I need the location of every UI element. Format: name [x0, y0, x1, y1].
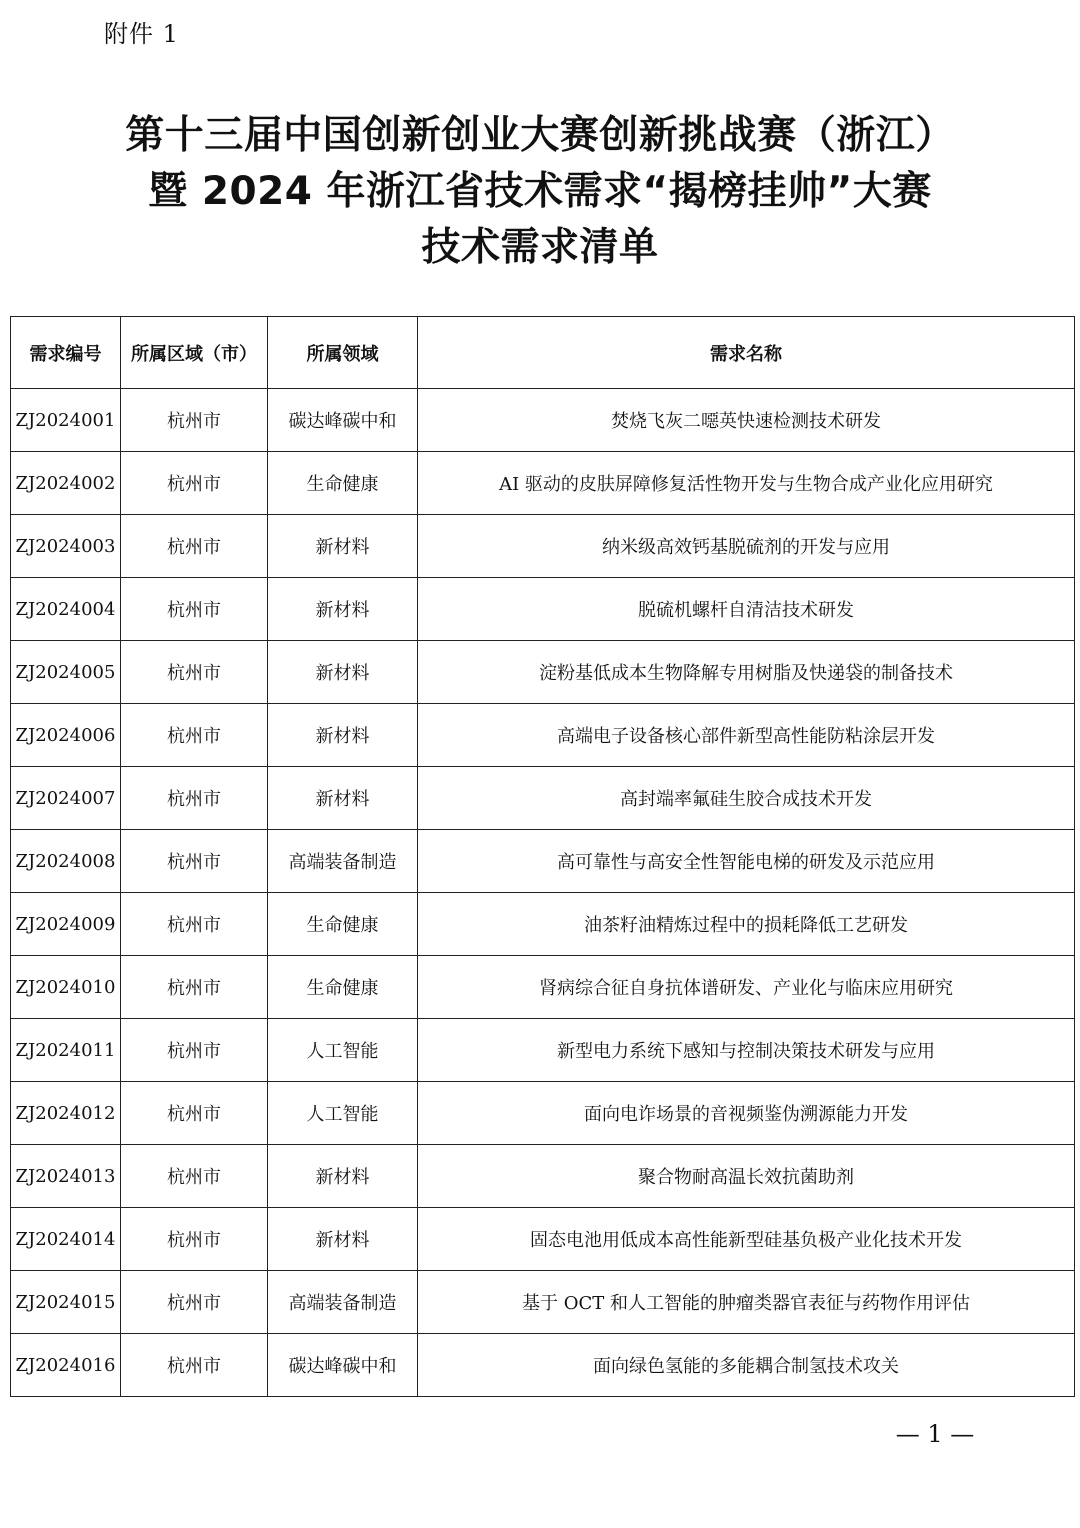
- cell-id: ZJ2024006: [11, 704, 121, 767]
- header-region: 所属区域（市）: [121, 317, 268, 389]
- cell-field: 生命健康: [268, 452, 418, 515]
- attachment-label: 附件 1: [104, 20, 179, 48]
- cell-field: 高端装备制造: [268, 1271, 418, 1334]
- table-body: [11, 389, 1075, 1397]
- header-field: 所属领域: [268, 317, 418, 389]
- cell-id: ZJ2024012: [11, 1082, 121, 1145]
- table-row: [11, 1019, 1075, 1082]
- cell-field: 新材料: [268, 767, 418, 830]
- table-row: [11, 1334, 1075, 1397]
- table-row: [11, 1271, 1075, 1334]
- cell-name: 基于 OCT 和人工智能的肿瘤类器官表征与药物作用评估: [418, 1271, 1075, 1334]
- document-title: [0, 108, 1080, 276]
- cell-id: ZJ2024011: [11, 1019, 121, 1082]
- cell-region: 杭州市: [121, 515, 268, 578]
- page-number: — 1 —: [895, 1420, 975, 1448]
- table-row: [11, 704, 1075, 767]
- cell-name: 肾病综合征自身抗体谱研发、产业化与临床应用研究: [418, 956, 1075, 1019]
- cell-name: 固态电池用低成本高性能新型硅基负极产业化技术开发: [418, 1208, 1075, 1271]
- cell-id: ZJ2024001: [11, 389, 121, 452]
- cell-id: ZJ2024007: [11, 767, 121, 830]
- cell-name: 高可靠性与高安全性智能电梯的研发及示范应用: [418, 830, 1075, 893]
- cell-region: 杭州市: [121, 1145, 268, 1208]
- cell-name: 高封端率氟硅生胶合成技术开发: [418, 767, 1075, 830]
- cell-name: 面向绿色氢能的多能耦合制氢技术攻关: [418, 1334, 1075, 1397]
- cell-name: 面向电诈场景的音视频鉴伪溯源能力开发: [418, 1082, 1075, 1145]
- cell-id: ZJ2024008: [11, 830, 121, 893]
- cell-id: ZJ2024009: [11, 893, 121, 956]
- table-row: [11, 452, 1075, 515]
- cell-name: 新型电力系统下感知与控制决策技术研发与应用: [418, 1019, 1075, 1082]
- cell-id: ZJ2024003: [11, 515, 121, 578]
- cell-name: 脱硫机螺杆自清洁技术研发: [418, 578, 1075, 641]
- table-row: [11, 1082, 1075, 1145]
- cell-field: 人工智能: [268, 1082, 418, 1145]
- table-row: [11, 1145, 1075, 1208]
- header-id: 需求编号: [11, 317, 121, 389]
- cell-region: 杭州市: [121, 830, 268, 893]
- table-header-row: [11, 317, 1075, 389]
- cell-region: 杭州市: [121, 1019, 268, 1082]
- title-line-1: 第十三届中国创新创业大赛创新挑战赛（浙江）: [125, 113, 955, 158]
- cell-field: 新材料: [268, 515, 418, 578]
- cell-field: 人工智能: [268, 1019, 418, 1082]
- cell-region: 杭州市: [121, 1334, 268, 1397]
- cell-field: 新材料: [268, 641, 418, 704]
- cell-region: 杭州市: [121, 578, 268, 641]
- cell-name: 淀粉基低成本生物降解专用树脂及快递袋的制备技术: [418, 641, 1075, 704]
- cell-field: 碳达峰碳中和: [268, 389, 418, 452]
- cell-region: 杭州市: [121, 1082, 268, 1145]
- cell-name: AI 驱动的皮肤屏障修复活性物开发与生物合成产业化应用研究: [418, 452, 1075, 515]
- cell-field: 新材料: [268, 578, 418, 641]
- cell-name: 聚合物耐高温长效抗菌助剂: [418, 1145, 1075, 1208]
- cell-name: 油茶籽油精炼过程中的损耗降低工艺研发: [418, 893, 1075, 956]
- cell-id: ZJ2024002: [11, 452, 121, 515]
- cell-region: 杭州市: [121, 1271, 268, 1334]
- table-row: [11, 515, 1075, 578]
- cell-field: 生命健康: [268, 893, 418, 956]
- table-row: [11, 641, 1075, 704]
- cell-field: 高端装备制造: [268, 830, 418, 893]
- cell-region: 杭州市: [121, 893, 268, 956]
- cell-name: 焚烧飞灰二噁英快速检测技术研发: [418, 389, 1075, 452]
- table-row: [11, 578, 1075, 641]
- title-line-3: 技术需求清单: [421, 225, 659, 270]
- table-row: [11, 830, 1075, 893]
- cell-region: 杭州市: [121, 1208, 268, 1271]
- requirements-table: [10, 316, 1075, 1397]
- cell-id: ZJ2024010: [11, 956, 121, 1019]
- cell-region: 杭州市: [121, 767, 268, 830]
- table-row: [11, 767, 1075, 830]
- cell-id: ZJ2024014: [11, 1208, 121, 1271]
- cell-region: 杭州市: [121, 641, 268, 704]
- cell-field: 新材料: [268, 1208, 418, 1271]
- cell-name: 高端电子设备核心部件新型高性能防粘涂层开发: [418, 704, 1075, 767]
- cell-id: ZJ2024015: [11, 1271, 121, 1334]
- cell-id: ZJ2024013: [11, 1145, 121, 1208]
- table-row: [11, 893, 1075, 956]
- cell-field: 碳达峰碳中和: [268, 1334, 418, 1397]
- title-line-2: 暨 2024 年浙江省技术需求“揭榜挂帅”大赛: [148, 169, 932, 214]
- cell-field: 新材料: [268, 1145, 418, 1208]
- cell-id: ZJ2024004: [11, 578, 121, 641]
- cell-field: 生命健康: [268, 956, 418, 1019]
- cell-region: 杭州市: [121, 389, 268, 452]
- cell-region: 杭州市: [121, 956, 268, 1019]
- cell-region: 杭州市: [121, 704, 268, 767]
- cell-id: ZJ2024016: [11, 1334, 121, 1397]
- table-row: [11, 389, 1075, 452]
- cell-field: 新材料: [268, 704, 418, 767]
- table-row: [11, 1208, 1075, 1271]
- cell-region: 杭州市: [121, 452, 268, 515]
- header-name: 需求名称: [418, 317, 1075, 389]
- table-row: [11, 956, 1075, 1019]
- cell-name: 纳米级高效钙基脱硫剂的开发与应用: [418, 515, 1075, 578]
- cell-id: ZJ2024005: [11, 641, 121, 704]
